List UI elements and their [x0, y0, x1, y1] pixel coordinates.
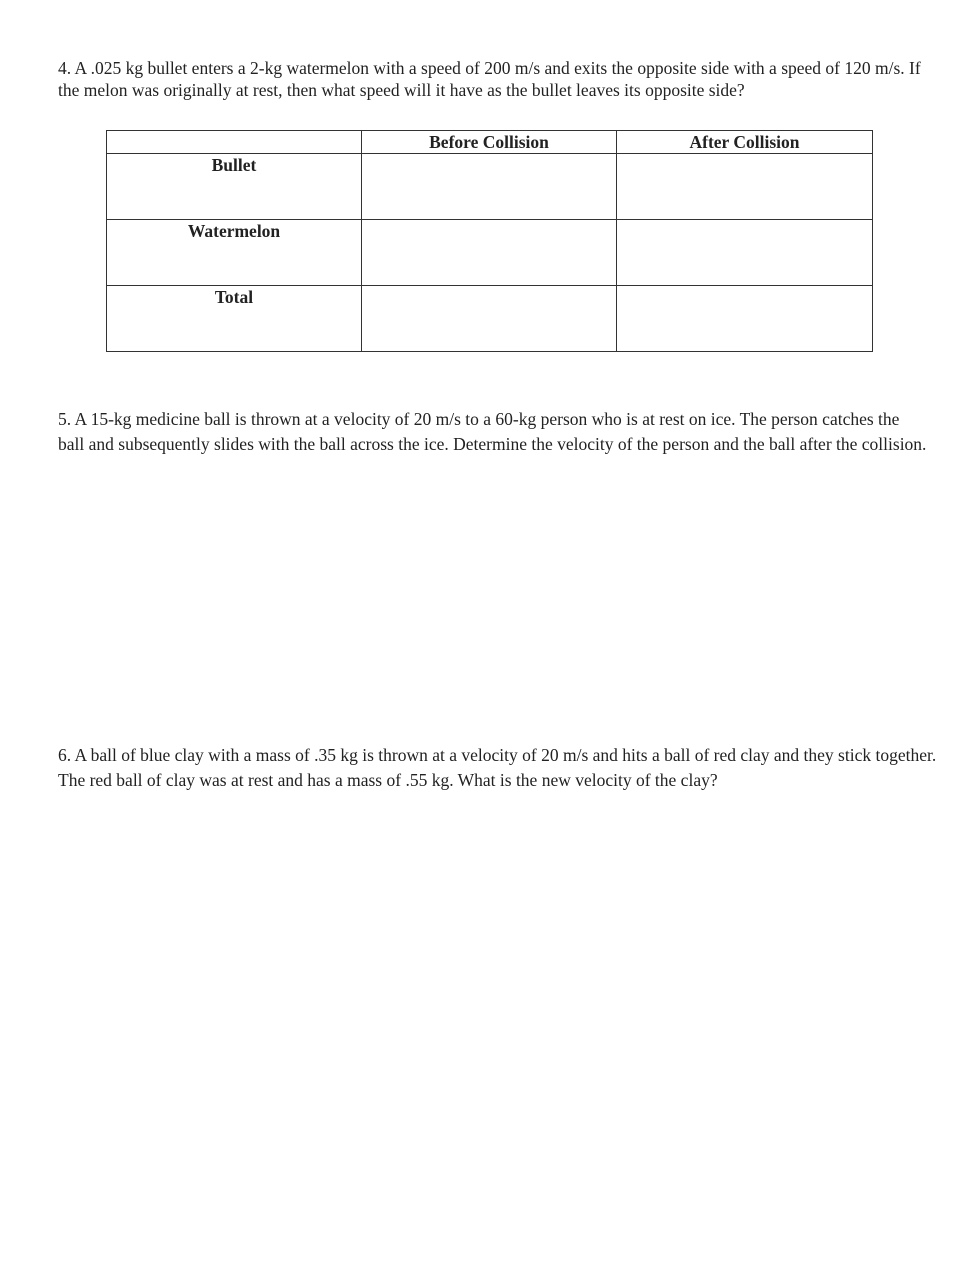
header-after-collision: After Collision	[617, 131, 873, 154]
header-before-collision: Before Collision	[362, 131, 617, 154]
problem-4-text: 4. A .025 kg bullet enters a 2-kg watermelon with a speed of 200 m/s and exits the opposite side with a speed of 120 m/s. If the melon was originally at rest, then what speed will it have as the bullet leaves its opposite side?	[58, 58, 921, 100]
table-header-row	[107, 131, 873, 154]
problem-6-text: 6. A ball of blue clay with a mass of .35 kg is thrown at a velocity of 20 m/s and hits a ball of red clay and they stick together. The red ball of clay was at rest and has a mass of .55 kg. What is the new velocity of the clay?	[58, 745, 937, 790]
row-label-total: Total	[107, 286, 362, 352]
row-label-bullet: Bullet	[107, 154, 362, 220]
bullet-before-cell[interactable]	[362, 154, 617, 220]
row-label-watermelon: Watermelon	[107, 220, 362, 286]
watermelon-after-cell[interactable]	[617, 220, 873, 286]
momentum-table	[106, 130, 873, 352]
table-row	[107, 286, 873, 352]
total-after-cell[interactable]	[617, 286, 873, 352]
bullet-after-cell[interactable]	[617, 154, 873, 220]
watermelon-before-cell[interactable]	[362, 220, 617, 286]
total-before-cell[interactable]	[362, 286, 617, 352]
table-row	[107, 220, 873, 286]
table-row	[107, 154, 873, 220]
header-blank-cell	[107, 131, 362, 154]
problem-5-text: 5. A 15-kg medicine ball is thrown at a velocity of 20 m/s to a 60-kg person who is at rest on ice. The person catches the ball and subsequently slides with the ball across the ice. Determine the velocity of the person and the ball after the collision.	[58, 409, 927, 454]
